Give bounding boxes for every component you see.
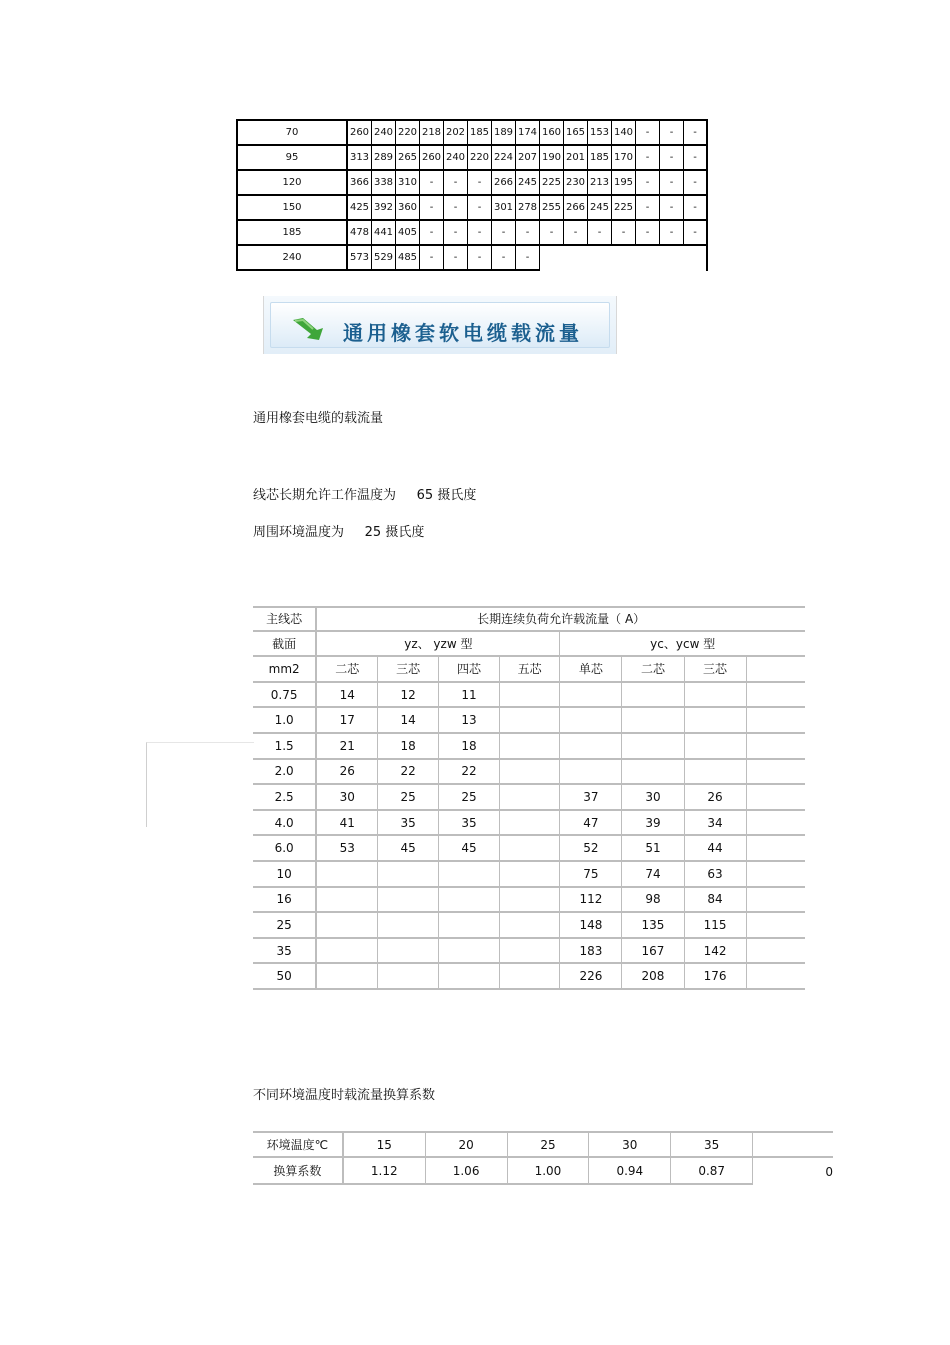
- size-label-cell: 70: [238, 121, 348, 146]
- ampacity-cell: 183: [560, 939, 622, 965]
- empty-cell: [636, 246, 660, 271]
- value-cell: -: [564, 221, 588, 246]
- coef-cell: 0: [825, 1164, 833, 1179]
- row-label: 换算系数: [253, 1158, 344, 1185]
- size-cell: 1.0: [253, 708, 317, 734]
- value-cell: 425: [348, 196, 372, 221]
- value-cell: 289: [372, 146, 396, 171]
- value-cell: 313: [348, 146, 372, 171]
- ampacity-cell: 30: [317, 785, 378, 811]
- ampacity-cell: 53: [317, 836, 378, 862]
- ampacity-cell: [500, 964, 560, 990]
- value-cell: -: [660, 146, 684, 171]
- ampacity-cell: 37: [560, 785, 622, 811]
- value-cell: -: [444, 196, 468, 221]
- ampacity-cell: 11: [439, 683, 500, 709]
- ampacity-cell: 17: [317, 708, 378, 734]
- value-cell: 260: [348, 121, 372, 146]
- overflow-cell: [747, 964, 805, 990]
- ampacity-cell: [500, 913, 560, 939]
- ampacity-cell: 26: [685, 785, 747, 811]
- value-cell: -: [492, 246, 516, 271]
- overflow-cell: [747, 734, 805, 760]
- size-cell: 6.0: [253, 836, 317, 862]
- table-row: [253, 939, 805, 965]
- value-cell: 301: [492, 196, 516, 221]
- ampacity-cell: 148: [560, 913, 622, 939]
- ampacity-cell: 98: [622, 888, 684, 914]
- value-cell: -: [444, 246, 468, 271]
- value-cell: 220: [396, 121, 420, 146]
- temp-cell: 20: [426, 1131, 508, 1158]
- temp-cell: 35: [671, 1131, 753, 1158]
- ampacity-cell: [439, 862, 500, 888]
- empty-cell: [684, 246, 708, 271]
- value-cell: 245: [516, 171, 540, 196]
- value-cell: -: [636, 121, 660, 146]
- ampacity-cell: 14: [378, 708, 439, 734]
- value-cell: 140: [612, 121, 636, 146]
- ampacity-cell: 21: [317, 734, 378, 760]
- value-cell: -: [684, 121, 708, 146]
- ampacity-cell: [378, 862, 439, 888]
- ampacity-cell: [439, 939, 500, 965]
- ampacity-cell: [500, 734, 560, 760]
- value-cell: -: [660, 171, 684, 196]
- main-table-wrapper: [253, 606, 805, 1020]
- coef-cell: 0.94: [589, 1158, 671, 1185]
- value-cell: 202: [444, 121, 468, 146]
- value-cell: 240: [372, 121, 396, 146]
- table-row: [253, 888, 805, 914]
- ambient-temp-line: 周围环境温度为 25 摄氏度: [253, 525, 425, 540]
- value-cell: 405: [396, 221, 420, 246]
- col-header: 四芯: [439, 657, 500, 683]
- ampacity-cell: 226: [560, 964, 622, 990]
- value-cell: 218: [420, 121, 444, 146]
- value-cell: 310: [396, 171, 420, 196]
- coef-cell: 0.87: [671, 1158, 753, 1185]
- ampacity-cell: 112: [560, 888, 622, 914]
- ampacity-cell: [685, 708, 747, 734]
- ampacity-cell: 74: [622, 862, 684, 888]
- ampacity-cell: [500, 683, 560, 709]
- header-cell: 主线芯: [253, 606, 317, 632]
- value-cell: -: [540, 221, 564, 246]
- empty-cell: [588, 246, 612, 271]
- ampacity-cell: 25: [378, 785, 439, 811]
- value-cell: -: [468, 246, 492, 271]
- size-cell: 35: [253, 939, 317, 965]
- overflow-cell: [747, 862, 805, 888]
- col-header: 三芯: [685, 657, 747, 683]
- value-cell: 201: [564, 146, 588, 171]
- value-cell: 265: [396, 146, 420, 171]
- value-cell: -: [420, 221, 444, 246]
- ampacity-cell: [685, 683, 747, 709]
- overflow-cell: [747, 683, 805, 709]
- value-cell: 195: [612, 171, 636, 196]
- value-cell: -: [444, 171, 468, 196]
- ampacity-cell: [378, 913, 439, 939]
- value-cell: -: [660, 121, 684, 146]
- ampacity-cell: 26: [317, 760, 378, 786]
- header-row-3: [253, 657, 805, 683]
- coef-cell: 1.00: [508, 1158, 590, 1185]
- ampacity-cell: 51: [622, 836, 684, 862]
- ampacity-cell: 45: [439, 836, 500, 862]
- value-cell: -: [492, 221, 516, 246]
- ampacity-cell: [500, 862, 560, 888]
- value-cell: 255: [540, 196, 564, 221]
- value-cell: 260: [420, 146, 444, 171]
- ampacity-cell: [317, 964, 378, 990]
- top-table-row: [238, 246, 708, 271]
- ampacity-cell: [317, 939, 378, 965]
- ampacity-cell: 35: [378, 811, 439, 837]
- empty-cell: [612, 246, 636, 271]
- group-header-yz: yz、 yzw 型: [317, 632, 560, 658]
- size-cell: 10: [253, 862, 317, 888]
- value-cell: 245: [588, 196, 612, 221]
- side-frame: [146, 742, 254, 827]
- col-header: 单芯: [560, 657, 622, 683]
- banner-title: 通用橡套软电缆载流量: [343, 321, 583, 345]
- ampacity-cell: [317, 913, 378, 939]
- table-row: [253, 708, 805, 734]
- table-row: [253, 964, 805, 990]
- top-table-row: [238, 121, 708, 146]
- ampacity-cell: 52: [560, 836, 622, 862]
- row-label: 环境温度℃: [253, 1131, 344, 1158]
- coef-table-wrapper: [253, 1131, 833, 1189]
- ampacity-cell: 135: [622, 913, 684, 939]
- ampacity-cell: [685, 734, 747, 760]
- table-row: [253, 785, 805, 811]
- value-cell: 230: [564, 171, 588, 196]
- table-row: [253, 760, 805, 786]
- ampacity-cell: 115: [685, 913, 747, 939]
- ampacity-cell: 12: [378, 683, 439, 709]
- ampacity-cell: 167: [622, 939, 684, 965]
- value-cell: -: [684, 221, 708, 246]
- ampacity-cell: 13: [439, 708, 500, 734]
- temp-cell: 30: [589, 1131, 671, 1158]
- size-cell: 16: [253, 888, 317, 914]
- ampacity-cell: [500, 888, 560, 914]
- value-cell: 185: [468, 121, 492, 146]
- value-cell: 165: [564, 121, 588, 146]
- ampacity-cell: 34: [685, 811, 747, 837]
- value-cell: -: [468, 196, 492, 221]
- ampacity-cell: [378, 888, 439, 914]
- coef-cell: 1.12: [344, 1158, 426, 1185]
- value-cell: 441: [372, 221, 396, 246]
- value-cell: 366: [348, 171, 372, 196]
- header-cell: 截面: [253, 632, 317, 658]
- size-label-cell: 95: [238, 146, 348, 171]
- header-row-2: [253, 632, 805, 658]
- overflow-cell: [747, 811, 805, 837]
- table-row: [253, 913, 805, 939]
- coefficient-row: [253, 1158, 833, 1185]
- value-cell: -: [516, 221, 540, 246]
- value-cell: -: [588, 221, 612, 246]
- temperature-row: [253, 1131, 833, 1158]
- value-cell: -: [468, 171, 492, 196]
- overflow-cell: [747, 785, 805, 811]
- table-row: [253, 862, 805, 888]
- top-ampacity-table: [236, 119, 708, 271]
- ampacity-cell: 142: [685, 939, 747, 965]
- ampacity-cell: 18: [378, 734, 439, 760]
- ampacity-cell: [439, 888, 500, 914]
- ampacity-cell: 39: [622, 811, 684, 837]
- value-cell: 278: [516, 196, 540, 221]
- ampacity-cell: 176: [685, 964, 747, 990]
- value-cell: -: [684, 146, 708, 171]
- temperature-coefficient-table: [253, 1131, 833, 1185]
- ampacity-cell: 22: [439, 760, 500, 786]
- value-cell: 266: [564, 196, 588, 221]
- overflow-cell: [747, 836, 805, 862]
- ampacity-cell: 75: [560, 862, 622, 888]
- ampacity-cell: 18: [439, 734, 500, 760]
- value-cell: 153: [588, 121, 612, 146]
- temp-cell: 15: [344, 1131, 426, 1158]
- overflow-cell: [747, 708, 805, 734]
- ampacity-cell: 30: [622, 785, 684, 811]
- ampacity-cell: [500, 836, 560, 862]
- size-cell: 4.0: [253, 811, 317, 837]
- ampacity-cell: [378, 939, 439, 965]
- ampacity-cell: 22: [378, 760, 439, 786]
- ampacity-cell: [622, 683, 684, 709]
- value-cell: -: [516, 246, 540, 271]
- value-cell: -: [636, 171, 660, 196]
- col-header: 二芯: [317, 657, 378, 683]
- table-row: [253, 836, 805, 862]
- ampacity-cell: [560, 734, 622, 760]
- value-cell: 240: [444, 146, 468, 171]
- ampacity-cell: [439, 913, 500, 939]
- overflow-cell: [747, 888, 805, 914]
- value-cell: 573: [348, 246, 372, 271]
- ampacity-cell: [317, 888, 378, 914]
- span-title-cell: 长期连续负荷允许载流量（ A）: [317, 606, 805, 632]
- ampacity-cell: [500, 708, 560, 734]
- overflow-cell: [747, 913, 805, 939]
- size-cell: 25: [253, 913, 317, 939]
- table-row: [253, 811, 805, 837]
- temp-cell: [753, 1131, 833, 1158]
- rubber-cable-ampacity-table: [253, 606, 805, 990]
- size-label-cell: 120: [238, 171, 348, 196]
- top-table-row: [238, 171, 708, 196]
- value-cell: -: [420, 246, 444, 271]
- ampacity-cell: [500, 785, 560, 811]
- col-header: 五芯: [500, 657, 560, 683]
- ampacity-cell: [560, 760, 622, 786]
- value-cell: 174: [516, 121, 540, 146]
- ampacity-cell: [622, 708, 684, 734]
- value-cell: 392: [372, 196, 396, 221]
- value-cell: 224: [492, 146, 516, 171]
- value-cell: 170: [612, 146, 636, 171]
- empty-cell: [564, 246, 588, 271]
- section-heading: 通用橡套电缆的载流量: [253, 411, 384, 426]
- value-cell: 478: [348, 221, 372, 246]
- ampacity-cell: 84: [685, 888, 747, 914]
- ampacity-cell: 35: [439, 811, 500, 837]
- ampacity-cell: [560, 683, 622, 709]
- ampacity-cell: [439, 964, 500, 990]
- value-cell: -: [660, 196, 684, 221]
- value-cell: 360: [396, 196, 420, 221]
- col-header-extra: [747, 657, 805, 683]
- coef-cell: 1.06: [426, 1158, 508, 1185]
- title-banner: [263, 296, 617, 354]
- coefficient-heading: 不同环境温度时载流量换算系数: [253, 1088, 436, 1103]
- value-cell: 529: [372, 246, 396, 271]
- ampacity-cell: 63: [685, 862, 747, 888]
- header-cell: mm2: [253, 657, 317, 683]
- group-header-yc: yc、ycw 型: [560, 632, 805, 658]
- table-row: [253, 683, 805, 709]
- ampacity-cell: 44: [685, 836, 747, 862]
- ampacity-cell: [500, 939, 560, 965]
- value-cell: 185: [588, 146, 612, 171]
- size-cell: 1.5: [253, 734, 317, 760]
- value-cell: 485: [396, 246, 420, 271]
- value-cell: -: [420, 196, 444, 221]
- value-cell: 225: [540, 171, 564, 196]
- value-cell: 190: [540, 146, 564, 171]
- empty-cell: [660, 246, 684, 271]
- value-cell: -: [444, 221, 468, 246]
- value-cell: 189: [492, 121, 516, 146]
- size-cell: 0.75: [253, 683, 317, 709]
- value-cell: -: [684, 171, 708, 196]
- ampacity-cell: 47: [560, 811, 622, 837]
- ampacity-cell: 41: [317, 811, 378, 837]
- size-cell: 50: [253, 964, 317, 990]
- value-cell: -: [684, 196, 708, 221]
- ampacity-cell: [560, 708, 622, 734]
- size-cell: 2.5: [253, 785, 317, 811]
- ampacity-cell: 14: [317, 683, 378, 709]
- size-label-cell: 240: [238, 246, 348, 271]
- ampacity-cell: [317, 862, 378, 888]
- size-cell: 2.0: [253, 760, 317, 786]
- value-cell: -: [468, 221, 492, 246]
- value-cell: -: [636, 146, 660, 171]
- value-cell: 213: [588, 171, 612, 196]
- size-label-cell: 185: [238, 221, 348, 246]
- value-cell: 338: [372, 171, 396, 196]
- value-cell: -: [636, 196, 660, 221]
- ampacity-cell: [500, 760, 560, 786]
- ampacity-cell: 25: [439, 785, 500, 811]
- col-header: 三芯: [378, 657, 439, 683]
- overflow-cell: [747, 939, 805, 965]
- value-cell: -: [420, 171, 444, 196]
- value-cell: 266: [492, 171, 516, 196]
- top-table-row: [238, 146, 708, 171]
- value-cell: 207: [516, 146, 540, 171]
- value-cell: 225: [612, 196, 636, 221]
- header-row-1: [253, 606, 805, 632]
- value-cell: -: [636, 221, 660, 246]
- ampacity-cell: [500, 811, 560, 837]
- ampacity-cell: 208: [622, 964, 684, 990]
- empty-cell: [540, 246, 564, 271]
- size-label-cell: 150: [238, 196, 348, 221]
- ampacity-cell: [378, 964, 439, 990]
- ampacity-cell: [685, 760, 747, 786]
- green-leaf-arrow-icon: [291, 316, 325, 342]
- conductor-temp-line: 线芯长期允许工作温度为 65 摄氏度: [253, 488, 477, 503]
- top-table-row: [238, 221, 708, 246]
- ampacity-cell: 45: [378, 836, 439, 862]
- value-cell: -: [660, 221, 684, 246]
- value-cell: 160: [540, 121, 564, 146]
- temp-cell: 25: [508, 1131, 590, 1158]
- table-row: [253, 734, 805, 760]
- value-cell: 220: [468, 146, 492, 171]
- col-header: 二芯: [622, 657, 684, 683]
- ampacity-cell: [622, 760, 684, 786]
- overflow-cell: [747, 760, 805, 786]
- top-table-row: [238, 196, 708, 221]
- ampacity-cell: [622, 734, 684, 760]
- value-cell: -: [612, 221, 636, 246]
